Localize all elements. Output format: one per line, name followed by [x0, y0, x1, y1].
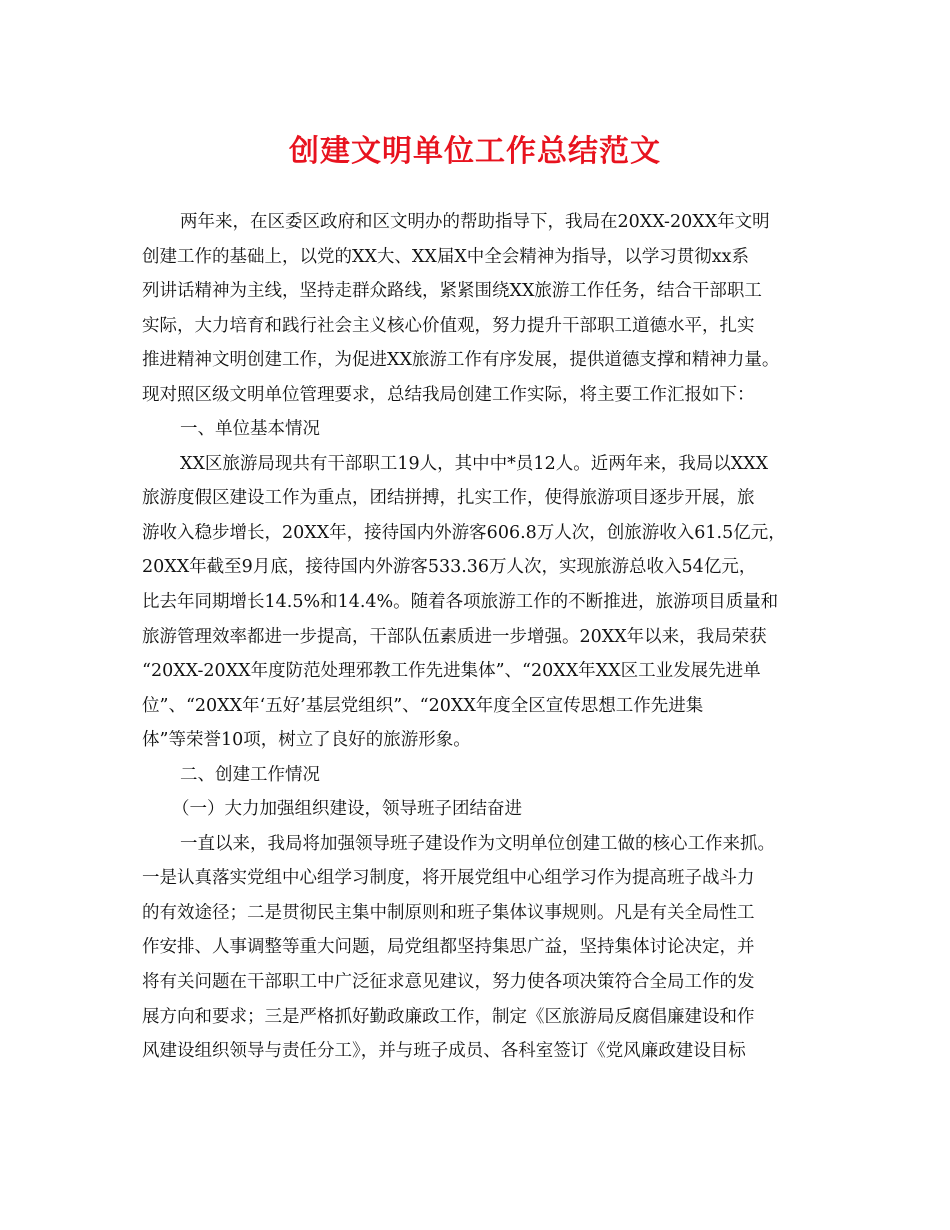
paragraph-line: 一是认真落实党组中心组学习制度，将开展党组中心组学习作为提高班子战斗力: [142, 868, 755, 889]
subsection-heading: （一）大力加强组织建设，领导班子团结奋进: [172, 799, 522, 820]
paragraph-line: 实际，大力培育和践行社会主义核心价值观，努力提升干部职工道德水平，扎实: [142, 315, 755, 336]
paragraph-line: 体”等荣誉10项，树立了良好的旅游形象。: [142, 730, 471, 751]
paragraph-line: 创建工作的基础上，以党的XX大、XX届X中全会精神为指导，以学习贯彻xx系: [142, 246, 750, 267]
paragraph-line: 现对照区级文明单位管理要求，总结我局创建工作实际，将主要工作汇报如下：: [142, 384, 755, 405]
paragraph-line: 游收入稳步增长，20XX年，接待国内外游客606.8万人次，创旅游收入61.5亿元，: [142, 522, 786, 543]
paragraph-line: 推进精神文明创建工作，为促进XX旅游工作有序发展，提供道德支撑和精神力量。: [142, 350, 780, 371]
paragraph-line: 旅游度假区建设工作为重点，团结拼搏，扎实工作，使得旅游项目逐步开展，旅: [142, 488, 755, 509]
document-title: 创建文明单位工作总结范文: [289, 134, 661, 169]
paragraph-line: 一直以来，我局将加强领导班子建设作为文明单位创建工做的核心工作来抓。: [180, 833, 775, 854]
paragraph-line: 位”、“20XX年‘五好’基层党组织”、“20XX年度全区宣传思想工作先进集: [142, 695, 704, 716]
section-heading: 二、创建工作情况: [180, 764, 320, 785]
paragraph-line: 风建设组织领导与责任分工》，并与班子成员、各科室签订《党风廉政建设目标: [142, 1041, 746, 1062]
paragraph-line: 展方向和要求；三是严格抓好勤政廉政工作，制定《区旅游局反腐倡廉建设和作: [142, 1006, 755, 1027]
paragraph-line: 旅游管理效率都进一步提高，干部队伍素质进一步增强。20XX年以来，我局荣获: [142, 626, 767, 647]
paragraph-line: 列讲话精神为主线，坚持走群众路线，紧紧围绕XX旅游工作任务，结合干部职工: [142, 281, 762, 302]
paragraph-line: 两年来，在区委区政府和区文明办的帮助指导下，我局在20XX-20XX年文明: [180, 212, 770, 232]
paragraph-line: 的有效途径；二是贯彻民主集中制原则和班子集体议事规则。凡是有关全局性工: [142, 902, 755, 923]
paragraph-line: 作安排、人事调整等重大问题，局党组都坚持集思广益，坚持集体讨论决定，并: [142, 937, 755, 958]
paragraph-line: XX区旅游局现共有干部职工19人，其中中*员12人。近两年来，我局以XXX: [180, 453, 769, 474]
paragraph-line: 20XX年截至9月底，接待国内外游客533.36万人次，实现旅游总收入54亿元，: [142, 557, 757, 578]
paragraph-line: 比去年同期增长14.5%和14.4%。随着各项旅游工作的不断推进，旅游项目质量和: [142, 592, 779, 613]
paragraph-line: 将有关问题在干部职工中广泛征求意见建议，努力使各项决策符合全局工作的发: [142, 972, 755, 993]
section-heading: 一、单位基本情况: [180, 419, 320, 440]
document-body: [142, 205, 822, 1069]
paragraph-line: “20XX-20XX年度防范处理邪教工作先进集体”、“20XX年XX区工业发展先进单: [142, 661, 761, 682]
